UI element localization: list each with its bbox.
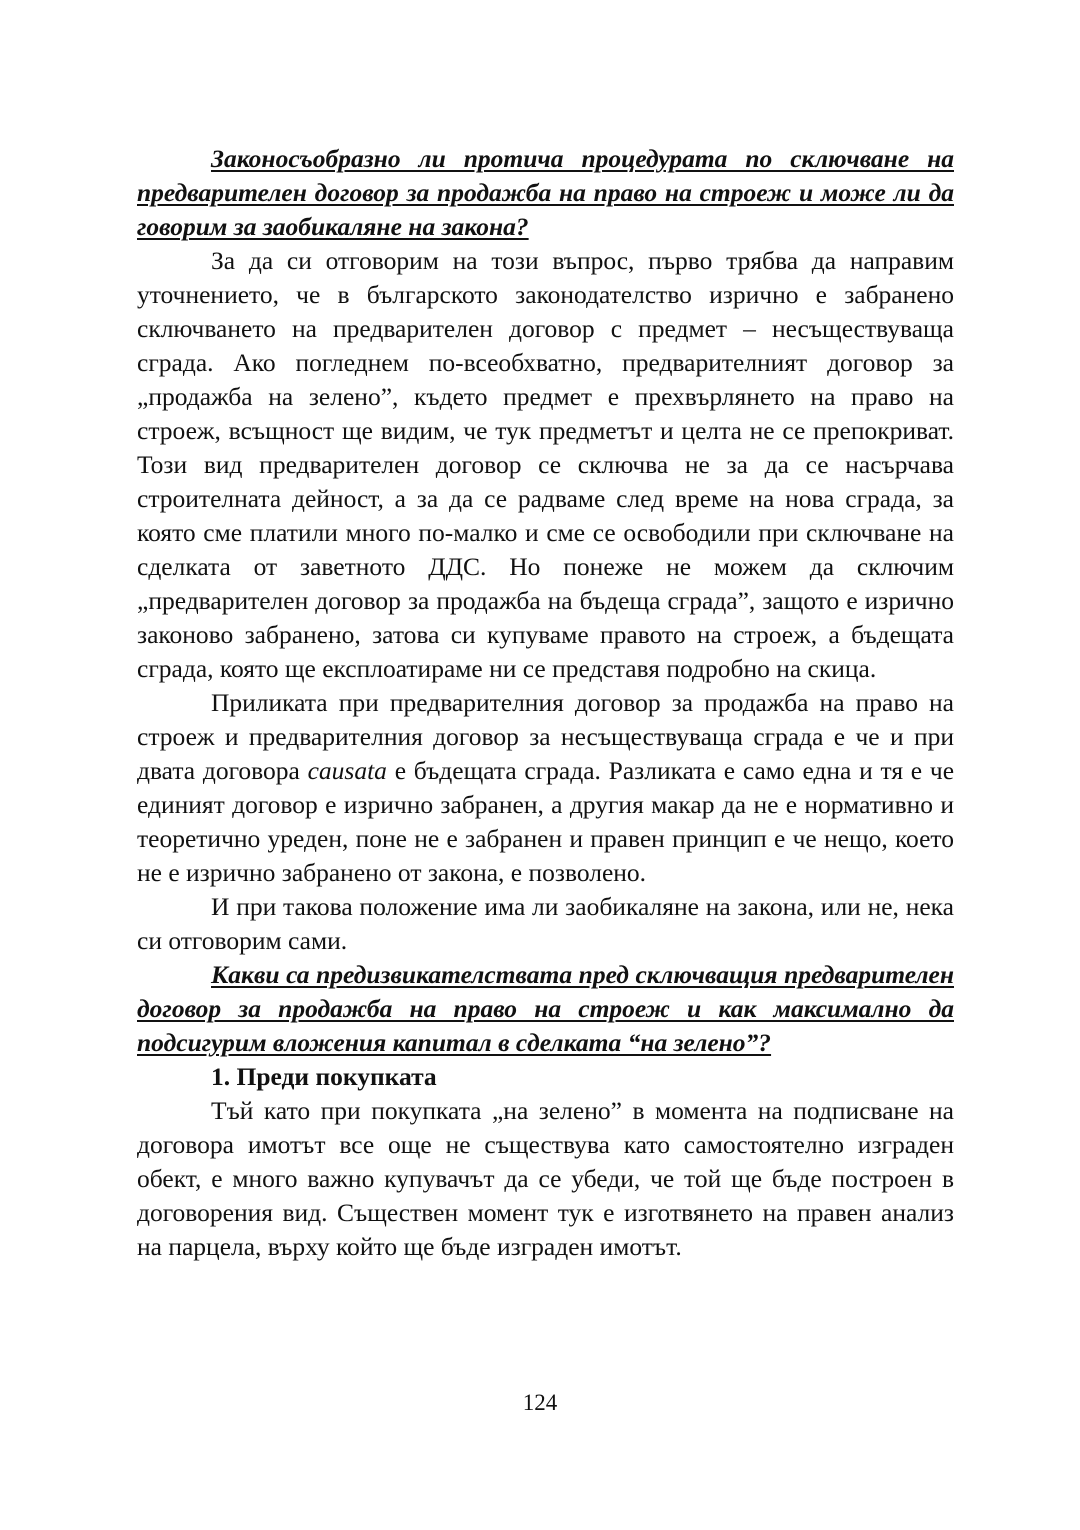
page-number: 124: [522, 1390, 558, 1415]
section-heading-challenges: Какви са предизвикателствата пред сключващия предварителен договор за продажба на право на строеж и как максимално да подсигурим вложения капитал в сделката “на зелено”?: [137, 960, 954, 1057]
section-heading-legality: Законосъобразно ли протича процедурата по сключване на предварителен договор за продажба на право на строеж и може ли да говорим за заобикаляне на закона?: [137, 144, 954, 241]
paragraph-conclusion: И при такова положение има ли заобикаляне на закона, или не, нека си отговорим сами.: [137, 892, 954, 955]
paragraph-comparison-text-before: Приликата при предварителния договор за продажба на право на строеж и предварителния договор за несъществуваща сграда е че и при двата договора: [137, 688, 954, 785]
paragraph-before-purchase: Тъй като при покупката „на зелено” в момента на подписване на договора имотът все още не съществува като самостоятелно изграден обект, е много важно купувачът да се убеди, че той ще бъде построен в договорения вид. Съществен момент тук е изготвянето на правен анализ на парцела, върху който ще бъде изграден имотът.: [137, 1096, 954, 1261]
paragraph-prohibition: За да си отговорим на този въпрос, първо трябва да направим уточнението, че в българското законодателство изрично е забранено сключването на предварителен договор с предмет – несъществуваща сграда. Ако погледнем по-всеобхватно, предварителният договор за „продажба на зелено”, където предмет е прехвърлянето на право на строеж, всъщност ще видим, че тук предметът и целта не се препокриват. Този вид предварителен договор се сключва не за да се насърчава строителната дейност, а за да се радваме след време на нова сграда, за която сме платили много по-малко и сме се освободили при сключване на сделката от заветното ДДС. Но понеже не можем да сключим „предварителен договор за продажба на бъдеща сграда”, защото е изрично законово забранено, затова си купуваме правото на строеж, а бъдещата сграда, която ще експлоатираме ни се представя подробно на скица.: [137, 246, 954, 683]
paragraph-comparison: [137, 686, 954, 890]
paragraph-comparison-text-after: е бъдещата сграда. Разликата е само една и тя е че единият договор е изрично забранен, а другия макар да не е нормативно и теоретично уреден, поне не е забранен и правен принцип е че нещо, което не е изрично забранено от закона, е позволено.: [137, 756, 955, 887]
causata-term: causata: [307, 756, 387, 785]
page-body: [137, 142, 954, 1264]
subheading-before-purchase: 1. Преди покупката: [211, 1062, 437, 1091]
